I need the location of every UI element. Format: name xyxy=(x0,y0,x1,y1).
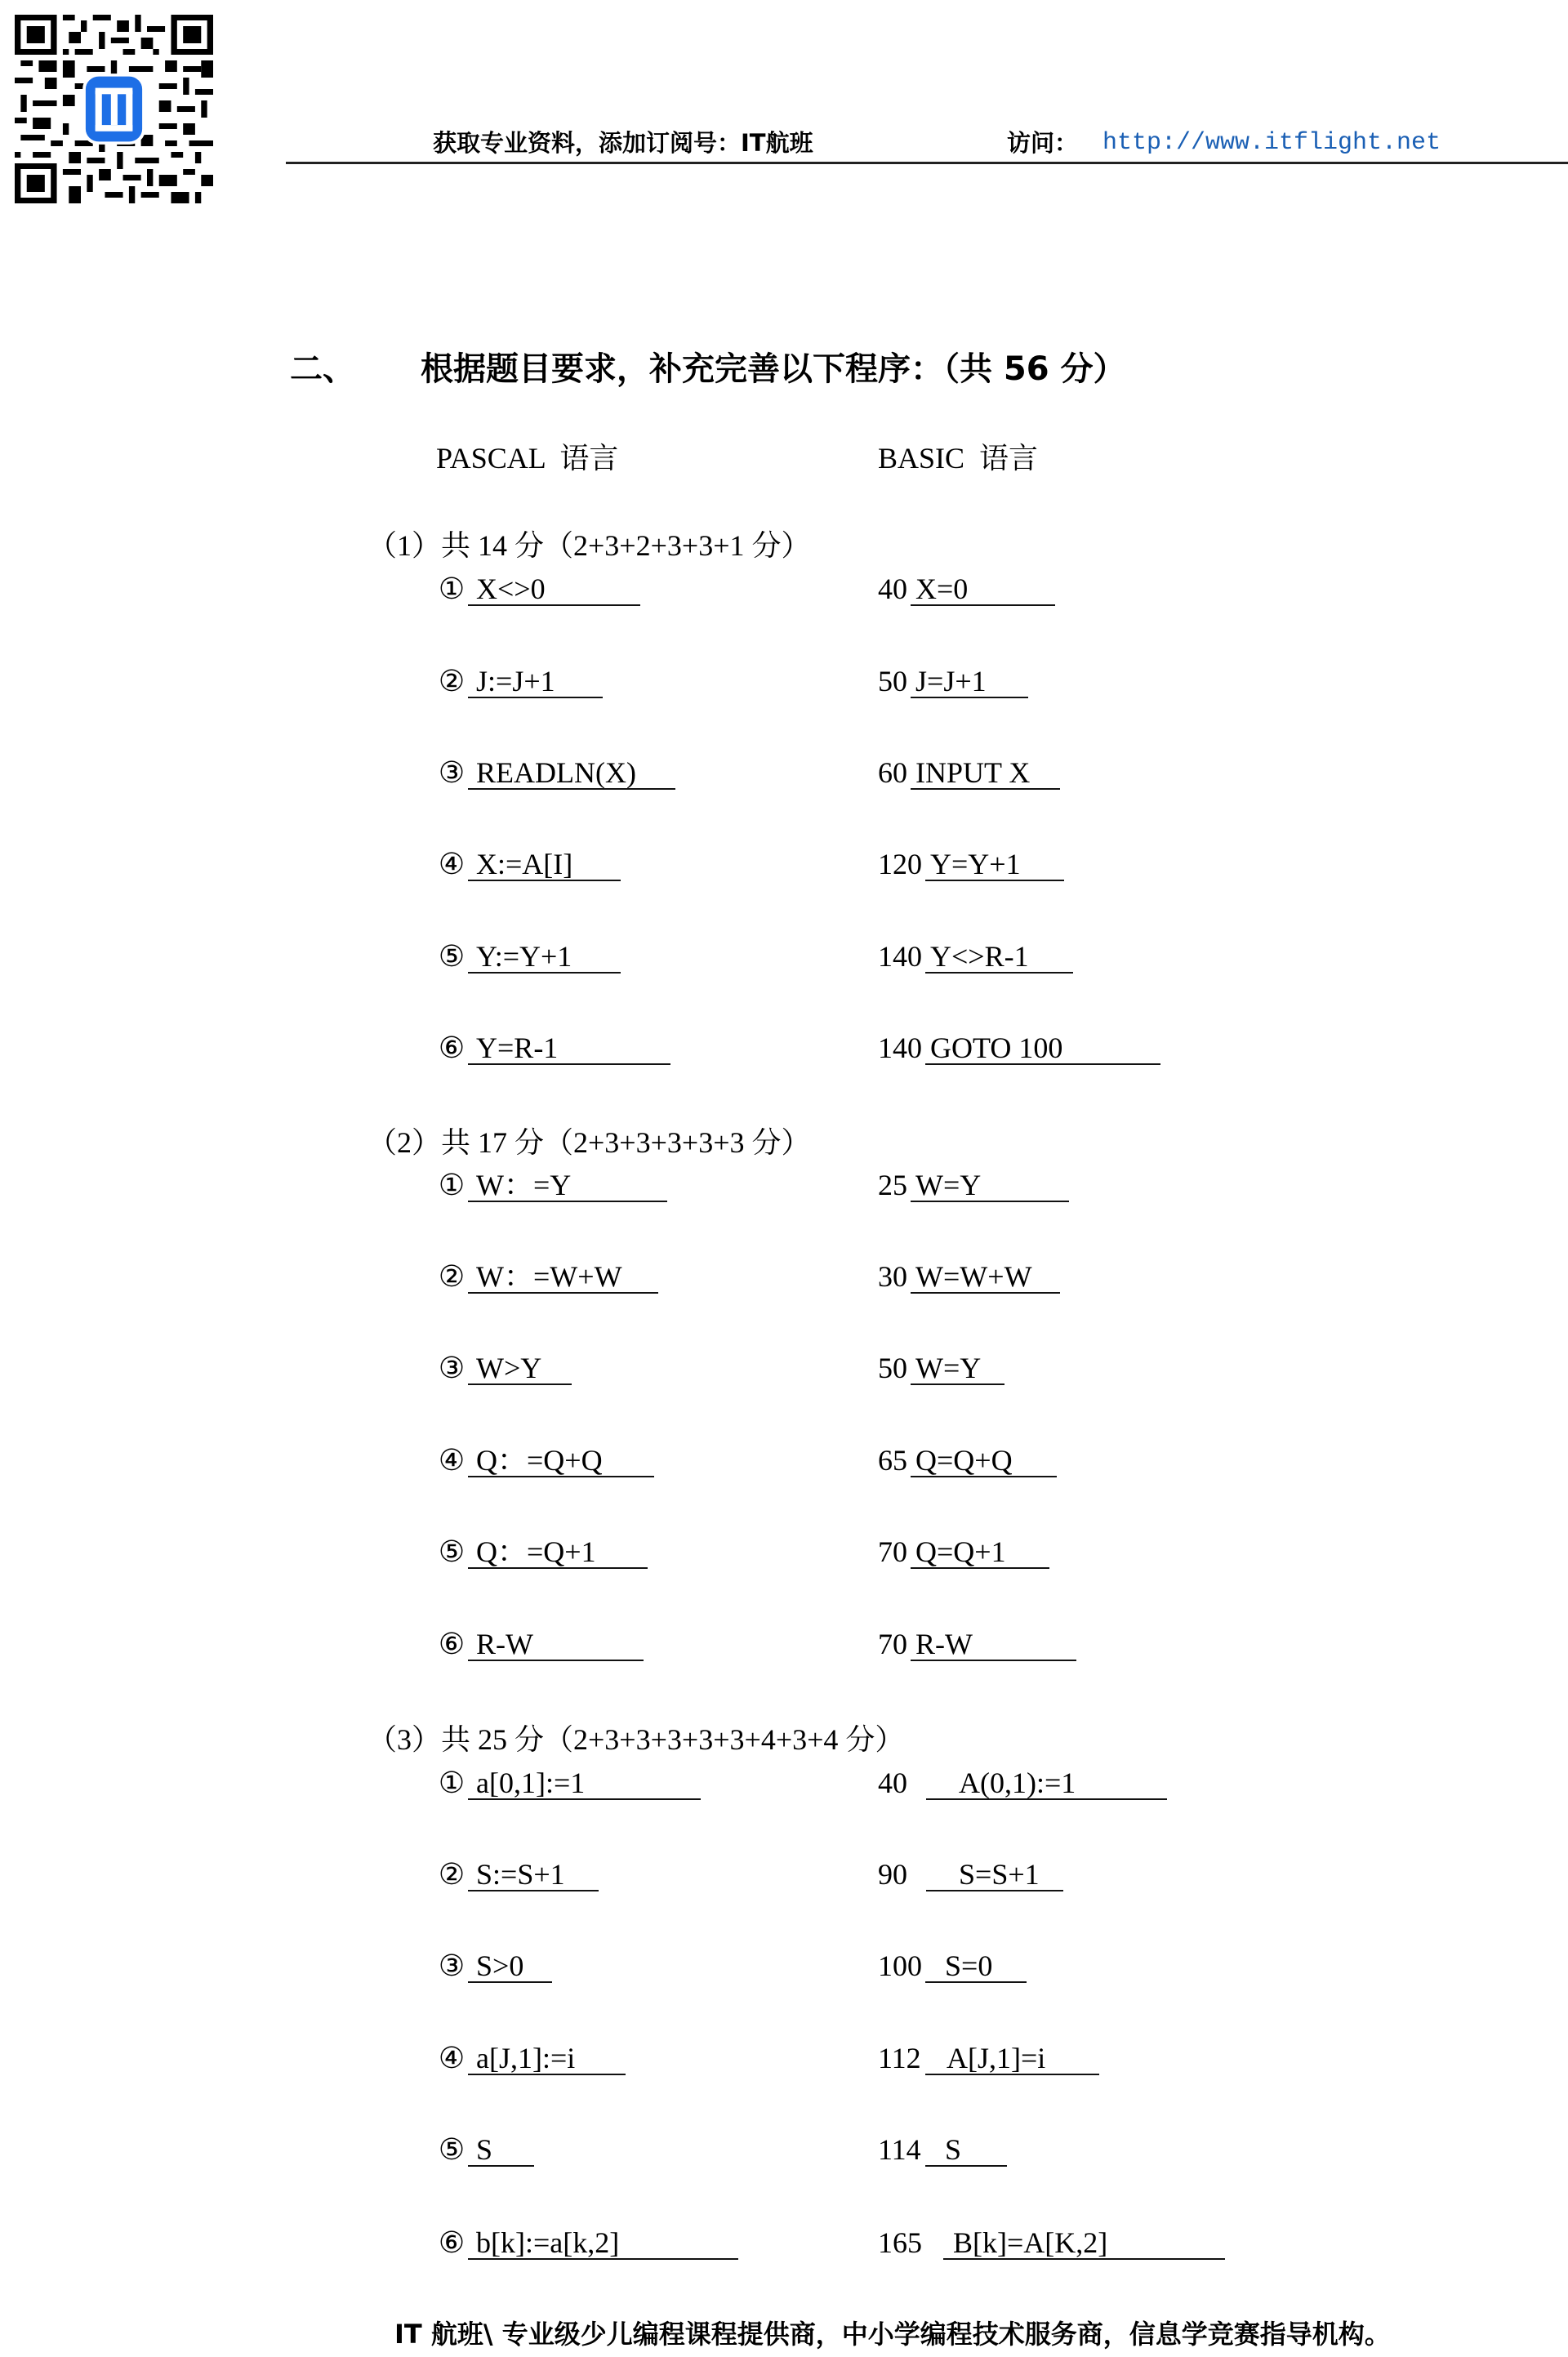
visit-label: 访问： xyxy=(1007,129,1079,157)
answer-row xyxy=(0,1947,1568,1985)
basic-line-number: 70 xyxy=(878,1628,907,1660)
answer-row xyxy=(0,2131,1568,2168)
pascal-answer-blank[interactable]: X:=A[I] xyxy=(468,845,621,881)
item-number-badge: ⑤ xyxy=(438,2133,466,2166)
basic-line-number: 50 xyxy=(878,665,907,697)
column-header-basic: BASIC 语言 xyxy=(878,442,1039,475)
item-number-badge: ⑥ xyxy=(438,1031,466,1064)
basic-line-number: 40 xyxy=(878,1767,907,1799)
pascal-answer-blank[interactable]: Q：=Q+Q xyxy=(468,1441,654,1477)
answer-row xyxy=(0,1258,1568,1295)
pascal-answer-blank[interactable]: W：=Y xyxy=(468,1166,667,1202)
part-3-header: （3）共 25 分（2+3+3+3+3+3+4+3+4 分） xyxy=(368,1723,905,1756)
subscribe-text: 获取专业资料，添加订阅号：IT航班 xyxy=(433,129,813,157)
basic-answer-blank[interactable]: R-W xyxy=(911,1625,1076,1661)
basic-line-number: 65 xyxy=(878,1444,907,1477)
answer-row xyxy=(0,1029,1568,1067)
basic-answer-blank[interactable]: J=J+1 xyxy=(911,662,1028,698)
section-title: 根据题目要求，补充完善以下程序：（共 56 分） xyxy=(421,350,1126,388)
item-number-badge: ① xyxy=(438,573,466,605)
basic-answer-blank[interactable]: INPUT X xyxy=(911,754,1060,790)
basic-answer-blank[interactable]: X=0 xyxy=(911,570,1055,606)
basic-line-number: 140 xyxy=(878,1031,922,1064)
column-header-pascal: PASCAL 语言 xyxy=(436,442,619,475)
website-link[interactable]: http://www.itflight.net xyxy=(1102,129,1441,157)
basic-answer-blank[interactable]: Y<>R-1 xyxy=(925,938,1073,974)
part-1-header: （1）共 14 分（2+3+2+3+3+1 分） xyxy=(368,529,811,562)
part-2-header: （2）共 17 分（2+3+3+3+3+3 分） xyxy=(368,1126,811,1159)
basic-line-number: 165 xyxy=(878,2226,922,2259)
pascal-answer-blank[interactable]: X<>0 xyxy=(468,570,640,606)
pascal-answer-blank[interactable]: Y=R-1 xyxy=(468,1029,670,1065)
basic-answer-blank[interactable]: Q=Q+Q xyxy=(911,1441,1057,1477)
basic-answer-blank[interactable]: S xyxy=(925,2131,1007,2167)
basic-answer-blank[interactable]: B[k]=A[K,2] xyxy=(943,2224,1225,2260)
pascal-answer-blank[interactable]: S>0 xyxy=(468,1947,552,1983)
pascal-answer-blank[interactable]: W>Y xyxy=(468,1349,572,1385)
basic-answer-blank[interactable]: W=Y xyxy=(911,1166,1069,1202)
basic-answer-blank[interactable]: GOTO 100 xyxy=(925,1029,1160,1065)
basic-line-number: 100 xyxy=(878,1949,922,1982)
pascal-answer-blank[interactable]: Q：=Q+1 xyxy=(468,1533,648,1569)
basic-line-number: 25 xyxy=(878,1169,907,1201)
pascal-answer-blank[interactable]: S:=S+1 xyxy=(468,1856,599,1891)
answer-row xyxy=(0,1764,1568,1802)
item-number-badge: ④ xyxy=(438,848,466,880)
basic-answer-blank[interactable]: S=S+1 xyxy=(926,1856,1063,1891)
answer-row xyxy=(0,1856,1568,1893)
pascal-answer-blank[interactable]: W：=W+W xyxy=(468,1258,658,1294)
pascal-answer-blank[interactable]: b[k]:=a[k,2] xyxy=(468,2224,738,2260)
item-number-badge: ① xyxy=(438,1169,466,1201)
answer-row xyxy=(0,1166,1568,1204)
answer-row xyxy=(0,2039,1568,2077)
header-divider xyxy=(286,162,1568,164)
basic-line-number: 70 xyxy=(878,1535,907,1568)
answer-row xyxy=(0,662,1568,700)
footer-text: IT 航班\ 专业级少儿编程课程提供商，中小学编程技术服务商，信息学竞赛指导机构。 xyxy=(394,2319,1391,2350)
item-number-badge: ④ xyxy=(438,2042,466,2074)
pascal-answer-blank[interactable]: Y:=Y+1 xyxy=(468,938,621,974)
qr-code xyxy=(15,15,213,203)
basic-answer-blank[interactable]: Q=Q+1 xyxy=(911,1533,1049,1569)
basic-line-number: 90 xyxy=(878,1858,907,1891)
item-number-badge: ⑤ xyxy=(438,1535,466,1568)
basic-answer-blank[interactable]: S=0 xyxy=(925,1947,1027,1983)
item-number-badge: ⑥ xyxy=(438,1628,466,1660)
basic-line-number: 50 xyxy=(878,1352,907,1384)
answer-row xyxy=(0,1533,1568,1571)
section-number: 二、 xyxy=(290,350,355,388)
basic-line-number: 60 xyxy=(878,756,907,789)
item-number-badge: ④ xyxy=(438,1444,466,1477)
item-number-badge: ② xyxy=(438,1858,466,1891)
answer-row xyxy=(0,1441,1568,1479)
item-number-badge: ② xyxy=(438,1260,466,1293)
pascal-answer-blank[interactable]: S xyxy=(468,2131,534,2167)
basic-line-number: 112 xyxy=(878,2042,921,2074)
answer-row xyxy=(0,938,1568,975)
item-number-badge: ② xyxy=(438,665,466,697)
pascal-answer-blank[interactable]: a[0,1]:=1 xyxy=(468,1764,701,1800)
basic-line-number: 30 xyxy=(878,1260,907,1293)
item-number-badge: ① xyxy=(438,1767,466,1799)
pascal-answer-blank[interactable]: READLN(X) xyxy=(468,754,675,790)
basic-line-number: 120 xyxy=(878,848,922,880)
item-number-badge: ⑤ xyxy=(438,940,466,973)
item-number-badge: ③ xyxy=(438,756,466,789)
answer-row xyxy=(0,570,1568,608)
pascal-answer-blank[interactable]: a[J,1]:=i xyxy=(468,2039,626,2075)
answer-row xyxy=(0,1625,1568,1663)
basic-line-number: 140 xyxy=(878,940,922,973)
qr-code-icon xyxy=(15,15,213,203)
item-number-badge: ③ xyxy=(438,1352,466,1384)
answer-row xyxy=(0,754,1568,791)
basic-answer-blank[interactable]: A[J,1]=i xyxy=(925,2039,1099,2075)
answer-row xyxy=(0,2224,1568,2261)
answer-row xyxy=(0,845,1568,883)
basic-answer-blank[interactable]: A(0,1):=1 xyxy=(926,1764,1167,1800)
basic-line-number: 40 xyxy=(878,573,907,605)
pascal-answer-blank[interactable]: R-W xyxy=(468,1625,644,1661)
item-number-badge: ③ xyxy=(438,1949,466,1982)
basic-answer-blank[interactable]: W=W+W xyxy=(911,1258,1060,1294)
basic-answer-blank[interactable]: Y=Y+1 xyxy=(925,845,1064,881)
item-number-badge: ⑥ xyxy=(438,2226,466,2259)
answer-row xyxy=(0,1349,1568,1387)
basic-line-number: 114 xyxy=(878,2133,921,2166)
pascal-answer-blank[interactable]: J:=J+1 xyxy=(468,662,603,698)
basic-answer-blank[interactable]: W=Y xyxy=(911,1349,1004,1385)
